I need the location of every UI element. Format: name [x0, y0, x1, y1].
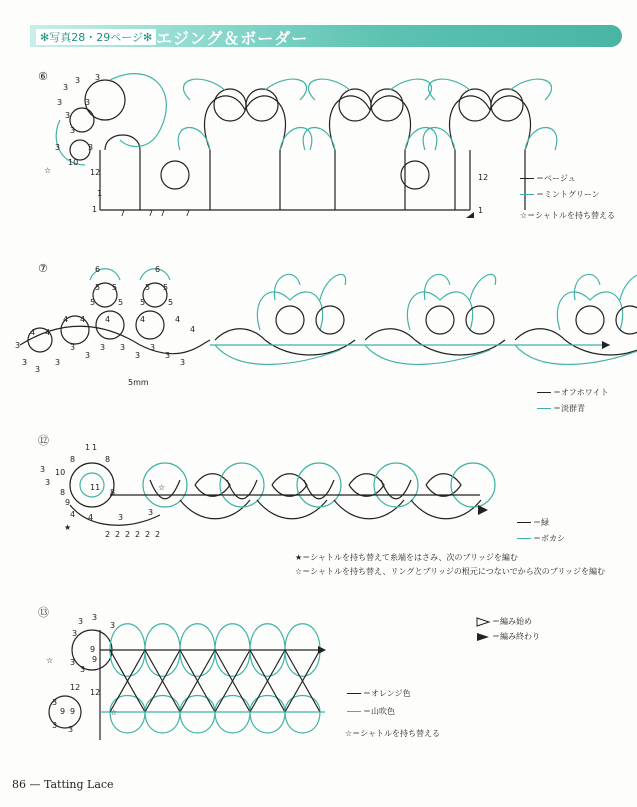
legend-paleblue: ＝淡群青 [553, 404, 585, 413]
svg-text:12: 12 [90, 688, 101, 697]
section-13-note: ☆＝シャトルを持ち替える [345, 729, 441, 738]
legend-line-green [517, 522, 531, 523]
legend-orange: ＝オレンジ色 [363, 689, 411, 698]
svg-text:3: 3 [70, 126, 76, 135]
svg-text:4: 4 [105, 315, 111, 324]
svg-text:3: 3 [63, 83, 69, 92]
svg-text:5: 5 [163, 283, 169, 292]
svg-text:3: 3 [100, 343, 106, 352]
header-subtitle: ✻写真28・29ページ✻ [36, 29, 156, 45]
legend-line-beige [520, 178, 534, 179]
svg-text:1: 1 [85, 443, 91, 452]
svg-text:1: 1 [92, 443, 98, 452]
legend-green: ＝緑 [533, 518, 549, 527]
section-12-number: ⑫ [38, 434, 49, 447]
svg-text:3: 3 [70, 343, 76, 352]
svg-text:3: 3 [85, 351, 91, 360]
svg-text:3: 3 [15, 341, 21, 350]
svg-text:2: 2 [105, 530, 111, 539]
svg-text:10: 10 [68, 158, 79, 167]
svg-text:9: 9 [60, 707, 66, 716]
svg-text:5: 5 [168, 298, 174, 307]
svg-text:3: 3 [80, 665, 86, 674]
svg-text:4: 4 [190, 325, 196, 334]
svg-text:10: 10 [55, 468, 66, 477]
svg-text:4: 4 [88, 513, 94, 522]
legend-line-bokashi [517, 538, 531, 539]
svg-text:8: 8 [70, 455, 76, 464]
svg-text:3: 3 [148, 508, 154, 517]
svg-text:☆: ☆ [110, 708, 118, 717]
dimension-5mm: 5mm [128, 378, 149, 387]
svg-text:6: 6 [95, 265, 101, 274]
svg-text:9: 9 [90, 645, 96, 654]
svg-text:3: 3 [72, 629, 78, 638]
page-header [30, 25, 622, 47]
svg-text:★: ★ [64, 523, 72, 532]
svg-text:12: 12 [70, 683, 81, 692]
svg-text:☆: ☆ [46, 656, 54, 665]
svg-text:2: 2 [145, 530, 151, 539]
legend-yamabuki: ＝山吹色 [363, 707, 395, 716]
section-13-number: ⑬ [38, 606, 49, 619]
svg-text:4: 4 [45, 328, 51, 337]
svg-text:4: 4 [140, 315, 146, 324]
svg-text:3: 3 [120, 343, 126, 352]
svg-text:3: 3 [57, 98, 63, 107]
svg-text:7: 7 [148, 209, 154, 218]
svg-text:1: 1 [97, 189, 103, 198]
svg-text:3: 3 [165, 351, 171, 360]
svg-text:8: 8 [105, 455, 111, 464]
svg-text:4: 4 [70, 510, 76, 519]
svg-text:5: 5 [118, 298, 124, 307]
marker-end: ＝編み終わり [492, 632, 540, 641]
svg-text:4: 4 [30, 328, 36, 337]
footer-dash: — [29, 778, 41, 791]
svg-text:6: 6 [155, 265, 161, 274]
svg-text:3: 3 [70, 658, 76, 667]
svg-text:3: 3 [180, 358, 186, 367]
svg-text:4: 4 [63, 315, 69, 324]
svg-text:3: 3 [75, 76, 81, 85]
svg-text:12: 12 [90, 168, 101, 177]
svg-text:3: 3 [78, 617, 84, 626]
svg-text:7: 7 [160, 209, 166, 218]
section-12-note-2: ☆＝シャトルを持ち替え、リングとブリッジの根元につないでから次のブリッジを編む [295, 567, 606, 576]
svg-text:☆: ☆ [44, 166, 52, 175]
page-footer [12, 778, 114, 791]
svg-text:1: 1 [92, 205, 98, 214]
book-title: Tatting Lace [44, 778, 114, 791]
svg-text:8: 8 [60, 488, 66, 497]
svg-text:3: 3 [45, 478, 51, 487]
svg-text:2: 2 [115, 530, 121, 539]
section-12-note-1: ★＝シャトルを持ち替えて糸端をはさみ、次のブリッジを編む [295, 553, 518, 562]
svg-text:3: 3 [65, 111, 71, 120]
svg-text:12: 12 [478, 173, 489, 182]
svg-text:8: 8 [110, 488, 116, 497]
svg-text:5: 5 [145, 283, 151, 292]
legend-line-mint [520, 194, 534, 195]
legend-line-orange [347, 693, 361, 694]
svg-text:2: 2 [135, 530, 141, 539]
page-title: エジング＆ボーダー [156, 29, 309, 48]
svg-text:1: 1 [478, 206, 484, 215]
section-6-number: ⑥ [38, 70, 48, 83]
svg-text:11: 11 [90, 483, 101, 492]
legend-offwhite: ＝オフホワイト [553, 388, 609, 397]
svg-text:2: 2 [155, 530, 161, 539]
svg-text:4: 4 [80, 315, 86, 324]
legend-bokashi: ＝ボカシ [533, 534, 565, 543]
legend-line-paleblue [537, 408, 551, 409]
marker-start: ＝編み始め [492, 617, 532, 626]
svg-text:3: 3 [135, 351, 141, 360]
svg-text:3: 3 [92, 613, 98, 622]
svg-text:4: 4 [175, 315, 181, 324]
svg-text:7: 7 [185, 209, 191, 218]
svg-text:3: 3 [52, 698, 58, 707]
svg-text:3: 3 [22, 358, 28, 367]
svg-text:5: 5 [95, 283, 101, 292]
legend-line-offwhite [537, 392, 551, 393]
svg-text:3: 3 [55, 143, 61, 152]
section-6-note: ☆＝シャトルを持ち替える [520, 211, 616, 220]
svg-text:5: 5 [112, 283, 118, 292]
svg-text:3: 3 [35, 365, 41, 374]
svg-text:3: 3 [55, 358, 61, 367]
svg-text:7: 7 [120, 209, 126, 218]
svg-text:5: 5 [140, 298, 146, 307]
section-7-number: ⑦ [38, 262, 48, 275]
svg-text:2: 2 [125, 530, 131, 539]
svg-text:9: 9 [92, 655, 98, 664]
svg-text:3: 3 [85, 98, 91, 107]
page-number: 86 [12, 778, 26, 791]
legend-line-yamabuki [347, 711, 361, 712]
svg-text:5: 5 [90, 298, 96, 307]
svg-text:3: 3 [95, 73, 101, 82]
svg-text:9: 9 [70, 707, 76, 716]
svg-text:9: 9 [65, 498, 71, 507]
svg-text:3: 3 [68, 725, 74, 734]
svg-text:3: 3 [52, 721, 58, 730]
legend-beige: ＝ベージュ [536, 174, 576, 183]
svg-text:3: 3 [118, 513, 124, 522]
svg-text:3: 3 [150, 343, 156, 352]
svg-text:3: 3 [110, 621, 116, 630]
svg-text:3: 3 [88, 143, 94, 152]
svg-text:☆: ☆ [158, 483, 166, 492]
svg-text:3: 3 [40, 465, 46, 474]
legend-mint: ＝ミントグリーン [536, 190, 600, 199]
